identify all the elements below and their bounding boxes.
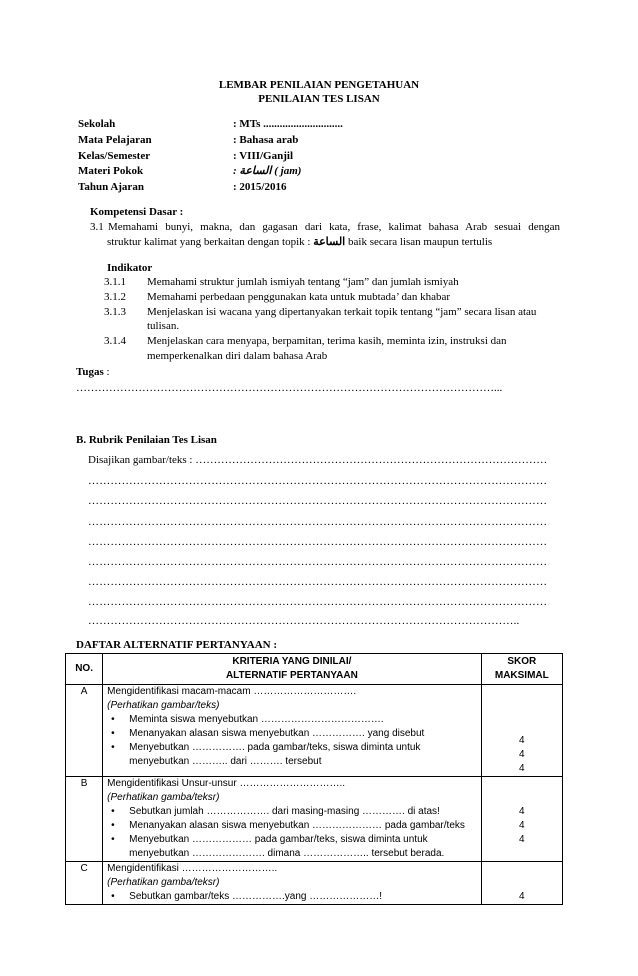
row-criteria <box>103 685 481 777</box>
header-skor-line2: MAKSIMAL <box>494 670 549 681</box>
document-subtitle: PENILAIAN TES LISAN <box>258 93 380 105</box>
rubrik-dot-line: …………………………………………………………………………………………………………… <box>88 596 548 608</box>
table-header-row <box>66 654 563 685</box>
indikator-text: Menjelaskan cara menyapa, berpamitan, terima kasih, meminta izin, instruksi dan <box>147 335 507 347</box>
kompetensi-arabic-term: الساعة <box>313 236 346 248</box>
header-kriteria <box>103 654 481 685</box>
table-row <box>66 777 563 862</box>
indikator-label: Indikator <box>107 262 153 274</box>
rubrik-dot-line: …………………………………………………………………………………………………………… <box>88 475 548 487</box>
criteria-bullet <box>107 713 480 727</box>
info-label-mapel: Mata Pelajaran <box>78 134 152 146</box>
bullet-text: Sebutkan jumlah ………………. dari masing-masing …………. di atas! <box>129 806 440 817</box>
kompetensi-number: 3.1 <box>90 221 104 233</box>
bullet-text: Meminta siswa menyebutkan ………………………………. <box>129 714 384 725</box>
criteria-bullet <box>107 833 480 847</box>
tugas-line <box>76 365 110 379</box>
info-label-sekolah: Sekolah <box>78 118 116 130</box>
bullet-icon: • <box>111 891 115 902</box>
bullet-text: Menyebutkan ……………. pada gambar/teks, siswa diminta untuk <box>129 742 421 753</box>
score-value: 4 <box>519 806 525 817</box>
row-criteria <box>103 777 481 862</box>
kompetensi-text-line1: Memahami bunyi, makna, dan gagasan dari kata, frase, kalimat bahasa Arab sesuai dengan <box>108 221 560 233</box>
kompetensi-text-line2 <box>107 235 492 249</box>
info-label-tahun: Tahun Ajaran <box>78 181 144 193</box>
rubrik-disajikan: Disajikan gambar/teks : …………………………………………………………………………………… <box>88 454 548 466</box>
bullet-icon: • <box>111 714 115 725</box>
criteria-title: Mengidentifikasi macam-macam …………………………. <box>107 686 357 697</box>
criteria-bullet <box>107 819 480 833</box>
info-value-mapel: : Bahasa arab <box>233 134 299 146</box>
bullet-text: Menanyakan alasan siswa menyebutkan ………………… pada gambar/teks <box>129 820 465 831</box>
table-row <box>66 862 563 905</box>
row-scores <box>481 685 562 777</box>
header-kriteria-line2: ALTERNATIF PERTANYAAN <box>225 670 358 681</box>
bullet-icon: • <box>111 806 115 817</box>
table-row <box>66 685 563 777</box>
kompetensi-label: Kompetensi Dasar : <box>90 206 184 218</box>
rubrik-dot-line: …………………………………………………………………………………………………………… <box>88 495 548 507</box>
criteria-title: Mengidentifikasi Unsur-unsur ………………………….. <box>107 778 346 789</box>
kompetensi-line2-pre: struktur kalimat yang berkaitan dengan topik : <box>107 236 314 248</box>
score-value: 4 <box>519 735 525 746</box>
daftar-title: DAFTAR ALTERNATIF PERTANYAAN : <box>76 639 277 651</box>
bullet-text: Menyebutkan ……………… pada gambar/teks, siswa diminta untuk <box>129 834 428 845</box>
row-scores <box>481 862 562 905</box>
criteria-bullet <box>107 890 480 904</box>
kompetensi-line2-post: baik secara lisan maupun tertulis <box>345 236 493 248</box>
info-label-materi: Materi Pokok <box>78 165 144 177</box>
bullet-icon: • <box>111 834 115 845</box>
indikator-text-continued: memperkenalkan diri dalam bahasa Arab <box>147 350 328 362</box>
indikator-number: 3.1.1 <box>104 276 126 288</box>
bullet-icon: • <box>111 728 115 739</box>
document-title: LEMBAR PENILAIAN PENGETAHUAN <box>218 79 420 91</box>
tugas-label: Tugas <box>76 366 104 378</box>
criteria-bullet <box>107 727 480 741</box>
header-skor <box>481 654 562 685</box>
header-no: NO. <box>66 654 103 685</box>
criteria-subtitle-text: (Perhatikan gambar/teks) <box>107 700 220 711</box>
bullet-icon: • <box>111 820 115 831</box>
rubrik-dot-line: …………………………………………………………………………………………………………… <box>88 536 548 548</box>
alternatif-pertanyaan-table <box>65 653 563 905</box>
row-no: B <box>66 777 103 862</box>
indikator-text: Memahami struktur jumlah ismiyah tentang “jam” dan jumlah ismiyah <box>147 276 459 288</box>
bullet-continuation: menyebutkan ……….. dari ………. tersebut <box>129 756 322 767</box>
info-label-kelas: Kelas/Semester <box>78 150 151 162</box>
criteria-subtitle: (Perhatikan gamba/teksr) <box>107 792 220 803</box>
row-scores <box>481 777 562 862</box>
indikator-text: Menjelaskan isi wacana yang dipertanyakan terkait topik tentang “jam” secara lisan atau <box>147 306 537 318</box>
rubrik-dot-line: …………………………………………………………………………………………………………… <box>88 556 548 568</box>
score-value: 4 <box>519 834 525 845</box>
row-no: A <box>66 685 103 777</box>
score-value: 4 <box>519 763 525 774</box>
info-value-materi: : الساعة ( jam) <box>233 165 302 177</box>
bullet-icon: • <box>111 742 115 753</box>
tugas-dots: ……………………………………………………………………………………………………... <box>76 382 503 394</box>
info-value-sekolah: : MTs ............................. <box>233 118 343 130</box>
indikator-text: Memahami perbedaan penggunakan kata untuk mubtada’ dan khabar <box>147 291 451 303</box>
indikator-text-continued: tulisan. <box>147 320 180 332</box>
criteria-bullet <box>107 805 480 819</box>
indikator-number: 3.1.3 <box>104 306 126 318</box>
indikator-number: 3.1.2 <box>104 291 126 303</box>
criteria-title: Mengidentifikasi ……………………….. <box>107 863 278 874</box>
score-value: 4 <box>519 891 525 902</box>
criteria-subtitle: (Perhatikan gamba/teksr) <box>107 877 220 888</box>
rubrik-dot-line: …………………………………………………………………………………………………………… <box>88 576 548 588</box>
indikator-number: 3.1.4 <box>104 335 126 347</box>
rubrik-dot-line: …………………………………………………………………………………………………….. <box>88 615 520 627</box>
rubrik-dot-line: …………………………………………………………………………………………………………… <box>88 516 548 528</box>
rubrik-title: B. Rubrik Penilaian Tes Lisan <box>76 434 217 446</box>
info-value-tahun: : 2015/2016 <box>233 181 287 193</box>
criteria-bullet <box>107 741 480 755</box>
info-value-kelas: : VIII/Ganjil <box>233 150 294 162</box>
bullet-text: Menanyakan alasan siswa menyebutkan ……………. yang disebut <box>129 728 425 739</box>
bullet-text: Sebutkan gambar/teks …………….yang …………………! <box>129 891 383 902</box>
row-no: C <box>66 862 103 905</box>
score-value: 4 <box>519 749 525 760</box>
criteria-subtitle <box>107 699 480 713</box>
header-kriteria-line1: KRITERIA YANG DINILAI/ <box>232 656 352 667</box>
bullet-continuation: menyebutkan …………………. dimana ……………….. tersebut berada. <box>129 848 445 859</box>
row-criteria <box>103 862 481 905</box>
tugas-colon: : <box>103 366 110 378</box>
header-skor-line1: SKOR <box>507 656 537 667</box>
score-value: 4 <box>519 820 525 831</box>
